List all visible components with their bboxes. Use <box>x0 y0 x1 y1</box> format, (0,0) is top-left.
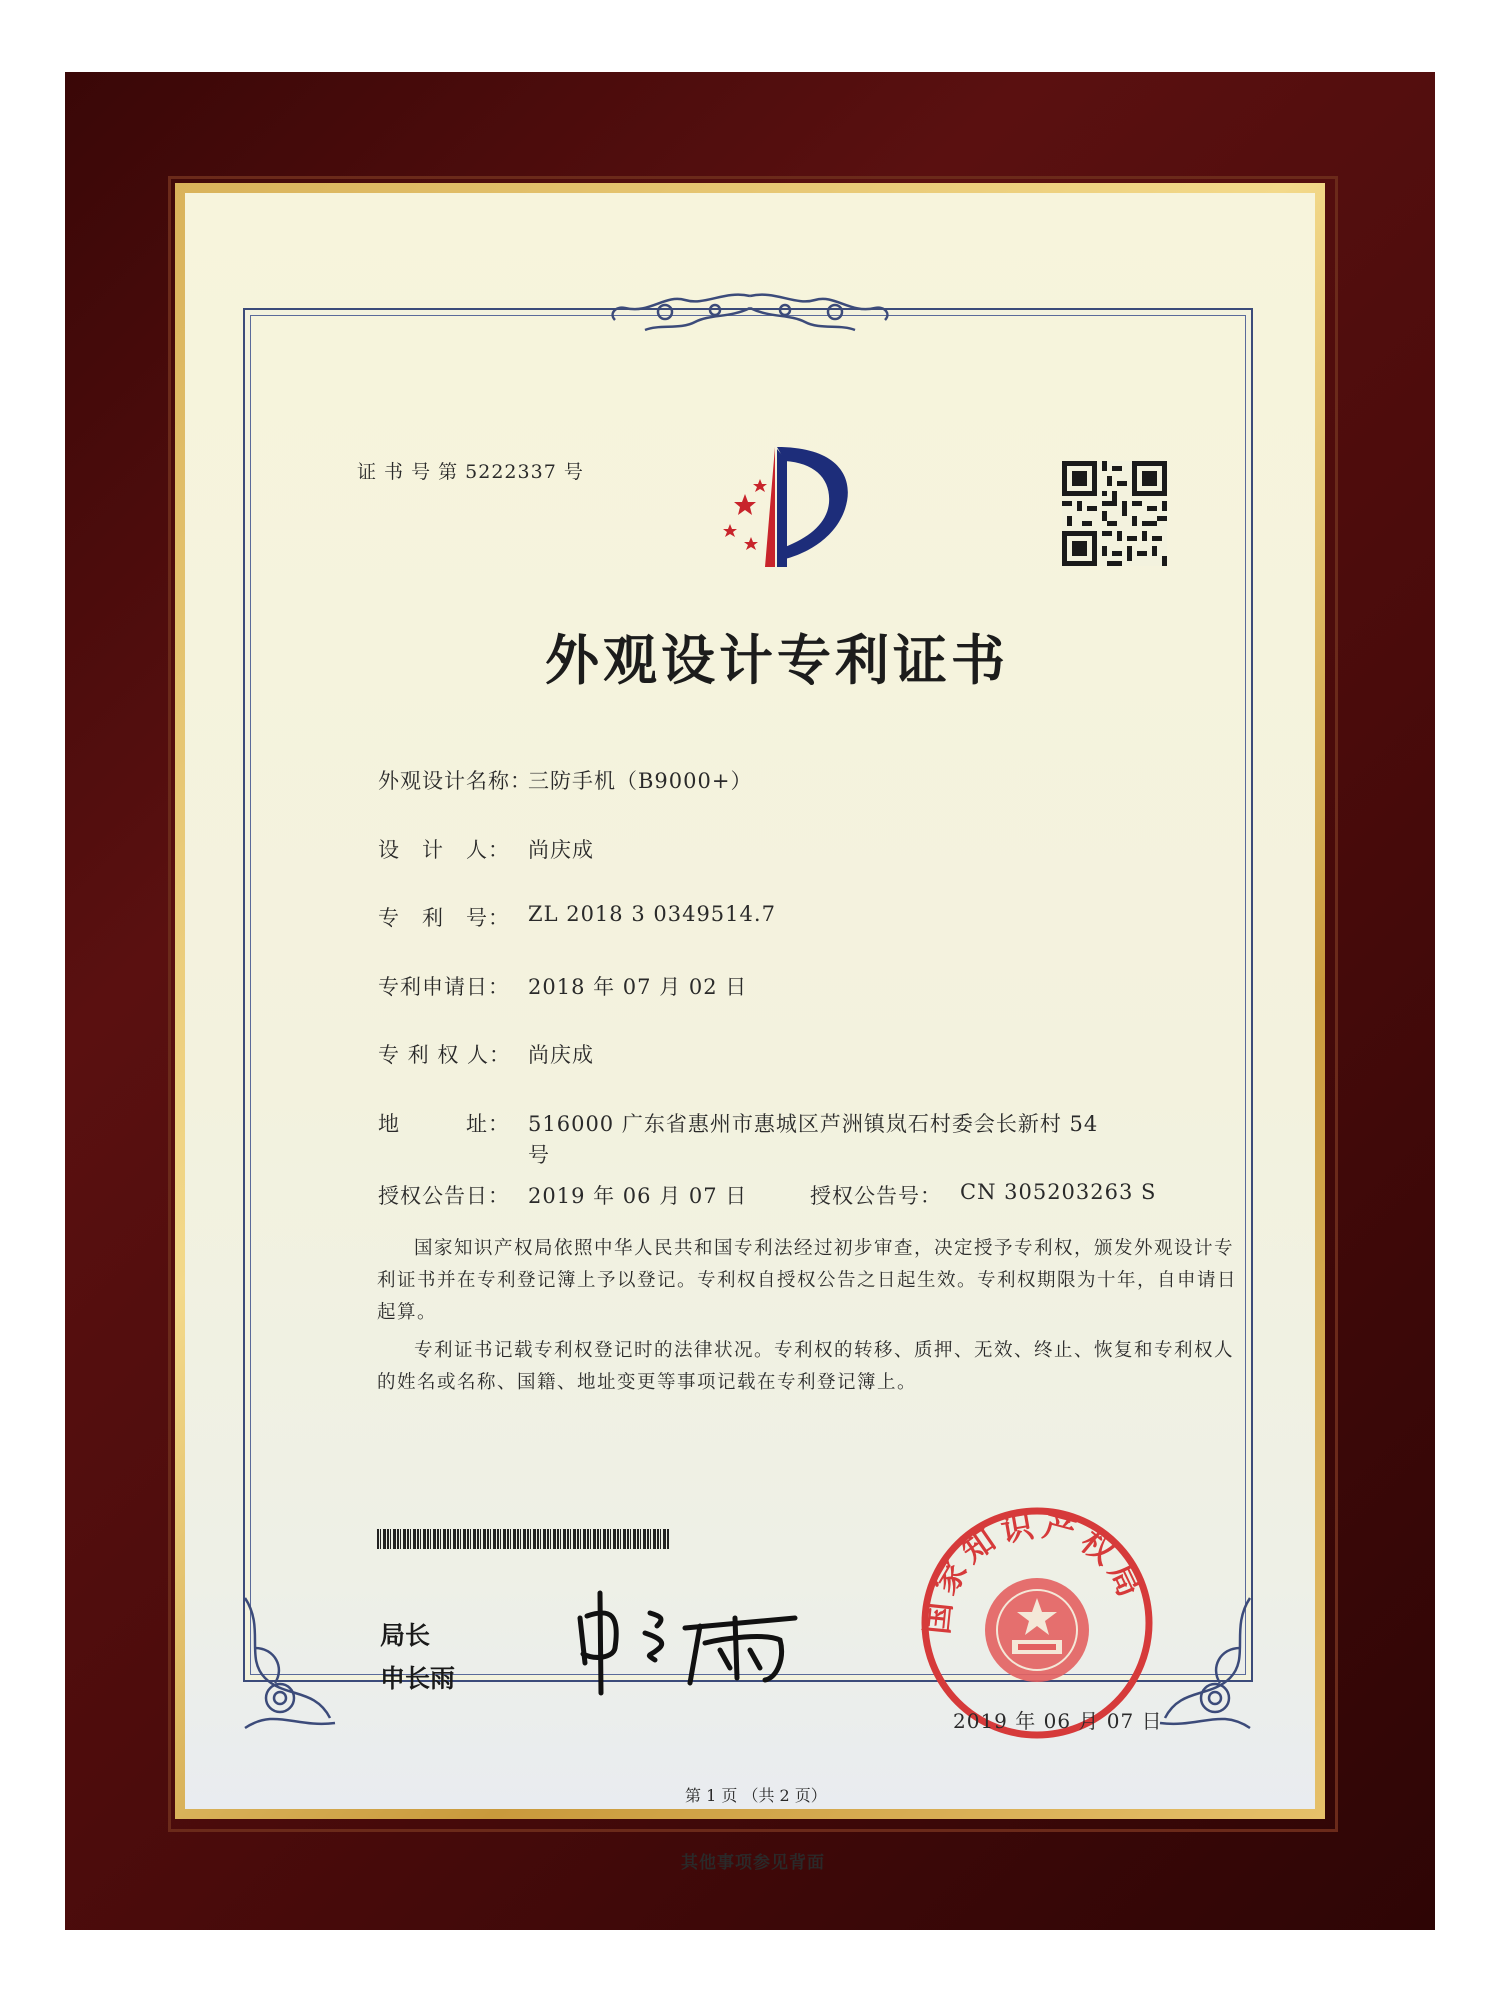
certificate-frame <box>65 72 1435 1930</box>
address-value-line1: 516000 广东省惠州市惠城区芦洲镇岚石村委会长新村 54 <box>528 1112 1099 1136</box>
seal-date: 2019 年 06 月 07 日 <box>953 1709 1163 1733</box>
certificate-paper <box>185 193 1315 1873</box>
patentee-label: 专 利 权 人： <box>378 1043 512 1067</box>
design-name-value: 三防手机（B9000+） <box>528 769 753 793</box>
patent-number-label: 专 利 号： <box>378 906 510 930</box>
designer-value: 尚庆成 <box>528 838 594 862</box>
top-ornament-icon <box>605 288 895 338</box>
barcode-icon <box>377 1529 669 1549</box>
statement-paragraph-1: 国家知识产权局依照中华人民共和国专利法经过初步审查，决定授予专利权，颁发外观设计专利证书并在专利登记簿上予以登记。专利权自授权公告之日起生效。专利权期限为十年，自申请日起算。 <box>377 1238 1238 1323</box>
application-date-label: 专利申请日： <box>378 975 510 999</box>
corner-ornament-left-icon <box>235 1588 345 1738</box>
announcement-date-label: 授权公告日： <box>378 1184 510 1208</box>
patent-number-value: ZL 2018 3 0349514.7 <box>528 902 776 926</box>
statement-paragraph-2: 专利证书记载专利权登记时的法律状况。专利权的转移、质押、无效、终止、恢复和专利权人的姓名或名称、国籍、地址变更等事项记载在专利登记簿上。 <box>377 1340 1235 1393</box>
chief-name: 申长雨 <box>380 1664 456 1693</box>
announcement-date-value: 2019 年 06 月 07 日 <box>528 1184 748 1208</box>
signature-icon <box>565 1588 815 1698</box>
qr-code-icon <box>1062 461 1167 566</box>
certificate-title: 外观设计专利证书 <box>545 628 1009 692</box>
design-name-label: 外观设计名称： <box>378 769 532 793</box>
address-label: 地 址： <box>378 1112 510 1136</box>
patentee-value: 尚庆成 <box>528 1043 594 1067</box>
designer-label: 设 计 人： <box>378 838 510 862</box>
announcement-number-value: CN 305203263 S <box>960 1180 1157 1204</box>
corner-ornament-right-icon <box>1150 1588 1260 1738</box>
cnipa-logo-icon <box>715 439 860 574</box>
chief-title: 局长 <box>380 1621 431 1650</box>
address-value-line2: 号 <box>528 1143 550 1167</box>
seal-text: 国家知识产权局 <box>917 1505 1152 1637</box>
page-info: 第 1 页 （共 2 页） <box>685 1786 827 1805</box>
certificate-number: 证 书 号 第 5222337 号 <box>357 461 584 483</box>
footer-note: 其他事项参见背面 <box>681 1853 825 1873</box>
announcement-number-label: 授权公告号： <box>810 1184 942 1208</box>
application-date-value: 2018 年 07 月 02 日 <box>528 975 748 999</box>
